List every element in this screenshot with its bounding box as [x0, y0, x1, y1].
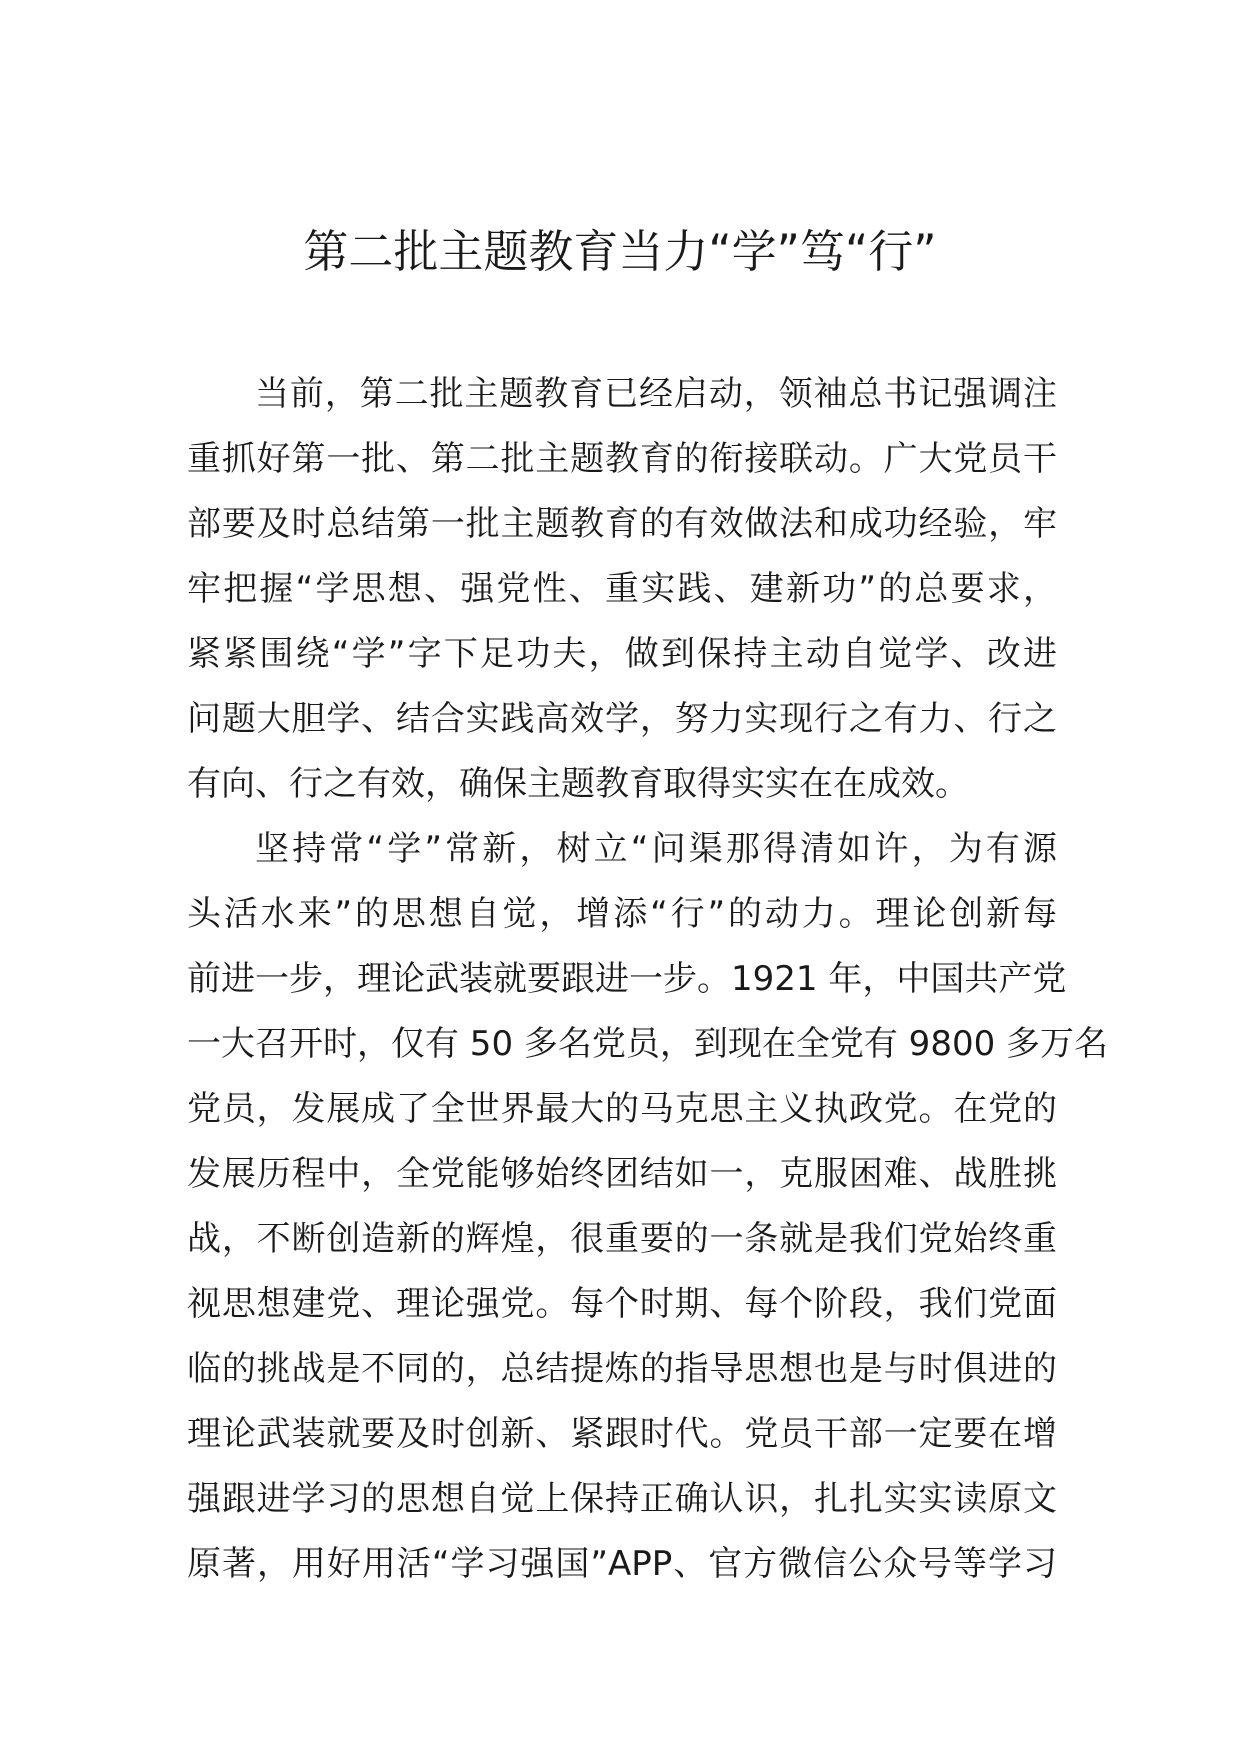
text-line: 牢把握“学思想、强党性、重实践、建新功”的总要求，	[187, 569, 1057, 609]
text-line: 视思想建党、理论强党。每个时期、每个阶段，我们党面	[187, 1284, 1057, 1324]
text-line: 有向、行之有效，确保主题教育取得实实在在成效。	[187, 764, 969, 804]
paragraph-1	[187, 362, 1057, 817]
text-line: 一大召开时，仅有 50 多名党员，到现在全党有 9800 多万名	[187, 1024, 1109, 1064]
document-title: 第二批主题教育当力“学”笃“行”	[303, 225, 937, 278]
text-line: 原著，用好用活“学习强国”APP、官方微信公众号等学习	[187, 1544, 1057, 1584]
text-line: 坚持常“学”常新，树立“问渠那得清如许，为有源	[255, 829, 1057, 869]
text-line: 发展历程中，全党能够始终团结如一，克服困难、战胜挑	[187, 1154, 1057, 1194]
text-line: 头活水来”的思想自觉，增添“行”的动力。理论创新每	[187, 894, 1057, 934]
text-line: 战，不断创造新的辉煌，很重要的一条就是我们党始终重	[187, 1219, 1057, 1259]
text-line: 紧紧围绕“学”字下足功夫，做到保持主动自觉学、改进	[187, 634, 1057, 674]
text-line: 党员，发展成了全世界最大的马克思主义执政党。在党的	[187, 1089, 1057, 1129]
paragraph-2	[187, 817, 1109, 1597]
document-body	[187, 362, 1109, 1597]
text-line: 问题大胆学、结合实践高效学，努力实现行之有力、行之	[187, 699, 1057, 739]
text-line: 强跟进学习的思想自觉上保持正确认识，扎扎实实读原文	[187, 1479, 1057, 1519]
text-line: 当前，第二批主题教育已经启动，领袖总书记强调注	[255, 374, 1057, 414]
text-line: 部要及时总结第一批主题教育的有效做法和成功经验，牢	[187, 504, 1057, 544]
text-line: 重抓好第一批、第二批主题教育的衔接联动。广大党员干	[187, 439, 1057, 479]
text-line: 临的挑战是不同的，总结提炼的指导思想也是与时俱进的	[187, 1349, 1057, 1389]
text-line: 前进一步，理论武装就要跟进一步。1921 年，中国共产党	[187, 959, 1067, 999]
text-line: 理论武装就要及时创新、紧跟时代。党员干部一定要在增	[187, 1414, 1057, 1454]
